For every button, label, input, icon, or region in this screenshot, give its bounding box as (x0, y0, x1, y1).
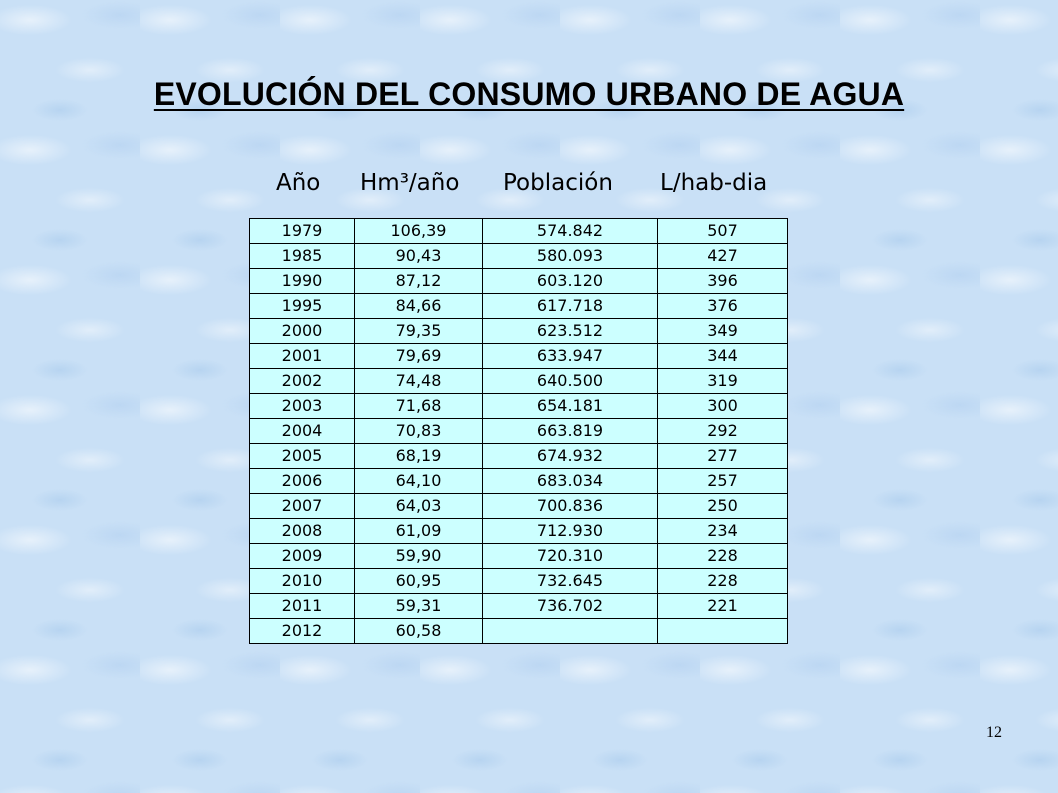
cell-year: 2002 (250, 369, 355, 394)
cell-volume: 74,48 (355, 369, 483, 394)
cell-volume: 84,66 (355, 294, 483, 319)
table-row (250, 544, 788, 569)
cell-population: 617.718 (483, 294, 658, 319)
cell-population: 603.120 (483, 269, 658, 294)
cell-volume: 87,12 (355, 269, 483, 294)
table-row (250, 394, 788, 419)
cell-population: 674.932 (483, 444, 658, 469)
cell-liters-per-inhabitant: 300 (658, 394, 788, 419)
table-row (250, 319, 788, 344)
cell-year: 2003 (250, 394, 355, 419)
table-row (250, 269, 788, 294)
table-row (250, 419, 788, 444)
cell-population: 720.310 (483, 544, 658, 569)
table-row (250, 244, 788, 269)
cell-volume: 61,09 (355, 519, 483, 544)
cell-volume: 79,69 (355, 344, 483, 369)
water-consumption-table (249, 218, 788, 644)
cell-liters-per-inhabitant: 376 (658, 294, 788, 319)
table-row (250, 494, 788, 519)
cell-population: 663.819 (483, 419, 658, 444)
cell-year: 1995 (250, 294, 355, 319)
cell-volume: 106,39 (355, 219, 483, 244)
cell-liters-per-inhabitant: 228 (658, 544, 788, 569)
cell-population: 712.930 (483, 519, 658, 544)
cell-population: 654.181 (483, 394, 658, 419)
column-header-population: Población (503, 170, 613, 196)
column-header-liters-per-inhabitant: L/hab-dia (660, 170, 768, 196)
cell-volume: 70,83 (355, 419, 483, 444)
cell-year: 1979 (250, 219, 355, 244)
cell-year: 2012 (250, 619, 355, 644)
page-number: 12 (986, 724, 1002, 741)
cell-liters-per-inhabitant: 396 (658, 269, 788, 294)
cell-liters-per-inhabitant: 234 (658, 519, 788, 544)
cell-year: 2005 (250, 444, 355, 469)
cell-year: 2000 (250, 319, 355, 344)
cell-liters-per-inhabitant: 349 (658, 319, 788, 344)
table-row (250, 519, 788, 544)
table-row (250, 369, 788, 394)
cell-year: 2011 (250, 594, 355, 619)
cell-population: 574.842 (483, 219, 658, 244)
column-header-year: Año (276, 170, 321, 196)
column-header-volume: Hm³/año (360, 170, 460, 196)
cell-population: 623.512 (483, 319, 658, 344)
cell-population: 683.034 (483, 469, 658, 494)
cell-volume: 68,19 (355, 444, 483, 469)
cell-year: 2010 (250, 569, 355, 594)
table-row (250, 294, 788, 319)
cell-volume: 60,95 (355, 569, 483, 594)
cell-volume: 71,68 (355, 394, 483, 419)
cell-volume: 59,90 (355, 544, 483, 569)
table-row (250, 444, 788, 469)
cell-population: 640.500 (483, 369, 658, 394)
cell-liters-per-inhabitant: 228 (658, 569, 788, 594)
cell-population: 700.836 (483, 494, 658, 519)
table-row (250, 569, 788, 594)
cell-volume: 60,58 (355, 619, 483, 644)
cell-liters-per-inhabitant (658, 619, 788, 644)
cell-volume: 79,35 (355, 319, 483, 344)
table-row (250, 469, 788, 494)
table-row (250, 619, 788, 644)
cell-liters-per-inhabitant: 257 (658, 469, 788, 494)
cell-liters-per-inhabitant: 319 (658, 369, 788, 394)
cell-volume: 59,31 (355, 594, 483, 619)
cell-liters-per-inhabitant: 344 (658, 344, 788, 369)
table-row (250, 219, 788, 244)
cell-volume: 90,43 (355, 244, 483, 269)
cell-year: 2006 (250, 469, 355, 494)
cell-population (483, 619, 658, 644)
table-row (250, 344, 788, 369)
cell-volume: 64,03 (355, 494, 483, 519)
cell-volume: 64,10 (355, 469, 483, 494)
cell-population: 736.702 (483, 594, 658, 619)
cell-population: 633.947 (483, 344, 658, 369)
slide-title: EVOLUCIÓN DEL CONSUMO URBANO DE AGUA (153, 76, 905, 112)
table-body (250, 219, 788, 644)
cell-liters-per-inhabitant: 292 (658, 419, 788, 444)
table-row (250, 594, 788, 619)
cell-liters-per-inhabitant: 221 (658, 594, 788, 619)
cell-year: 1990 (250, 269, 355, 294)
cell-year: 1985 (250, 244, 355, 269)
cell-population: 580.093 (483, 244, 658, 269)
cell-year: 2007 (250, 494, 355, 519)
cell-year: 2008 (250, 519, 355, 544)
cell-year: 2001 (250, 344, 355, 369)
cell-liters-per-inhabitant: 277 (658, 444, 788, 469)
cell-population: 732.645 (483, 569, 658, 594)
cell-year: 2004 (250, 419, 355, 444)
cell-liters-per-inhabitant: 507 (658, 219, 788, 244)
cell-liters-per-inhabitant: 427 (658, 244, 788, 269)
cell-year: 2009 (250, 544, 355, 569)
cell-liters-per-inhabitant: 250 (658, 494, 788, 519)
